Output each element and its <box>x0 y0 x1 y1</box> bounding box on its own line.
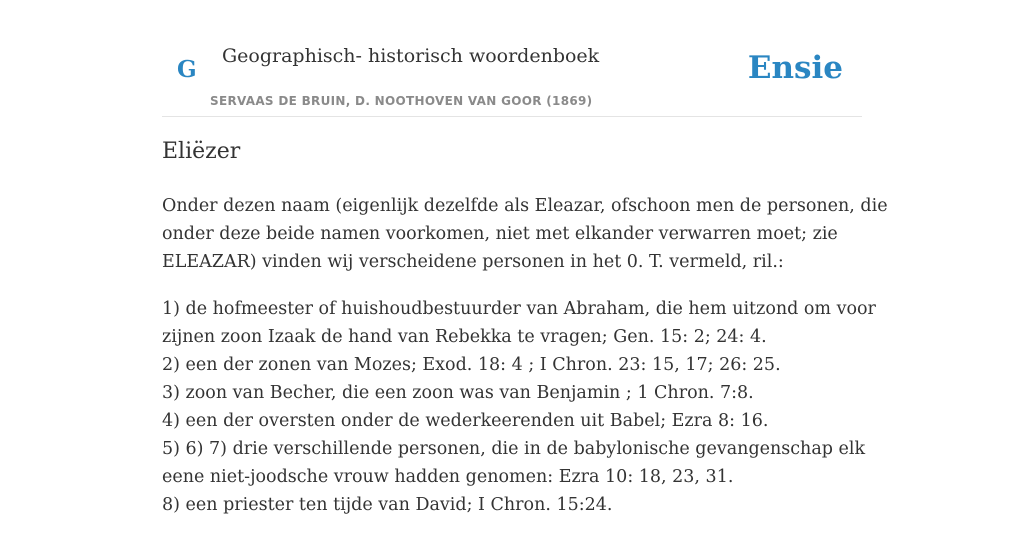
list-line: 1) de hofmeester of huishoudbestuurder van Abraham, die hem uitzond om voor <box>162 299 876 319</box>
dictionary-letter-badge[interactable]: G <box>177 56 197 83</box>
list-line: 8) een priester ten tijde van David; I Chron. 15:24. <box>162 495 613 515</box>
list-line: 5) 6) 7) drie verschillende personen, die in de babylonische gevangenschap elk <box>162 439 866 459</box>
entry-body <box>162 192 888 538</box>
list-line: eene niet-joodsche vrouw hadden genomen: Ezra 10: 18, 23, 31. <box>162 467 734 487</box>
intro-line: onder deze beide namen voorkomen, niet met elkander verwarren moet; zie <box>162 224 838 244</box>
dictionary-title-link[interactable]: Geographisch- historisch woordenboek <box>222 45 600 67</box>
ensie-logo-link[interactable]: Ensie <box>747 50 843 86</box>
list-line: 3) zoon van Becher, die een zoon was van Benjamin ; 1 Chron. 7:8. <box>162 383 754 403</box>
dictionary-authors: SERVAAS DE BRUIN, D. NOOTHOVEN VAN GOOR (1869) <box>210 94 593 108</box>
list-line: 2) een der zonen van Mozes; Exod. 18: 4 ; I Chron. 23: 15, 17; 26: 25. <box>162 355 781 375</box>
entry-intro-paragraph <box>162 192 888 276</box>
entry-title: Eliëzer <box>162 139 241 164</box>
intro-line: Onder dezen naam (eigenlijk dezelfde als Eleazar, ofschoon men de personen, die <box>162 196 888 216</box>
intro-line: ELEAZAR) vinden wij verscheidene personen in het 0. T. vermeld, ril.: <box>162 252 784 272</box>
list-line: zijnen zoon Izaak de hand van Rebekka te vragen; Gen. 15: 2; 24: 4. <box>162 327 767 347</box>
entry-list-paragraph <box>162 295 876 519</box>
page-container <box>162 0 888 515</box>
dictionary-header <box>162 0 862 117</box>
list-line: 4) een der oversten onder de wederkeerenden uit Babel; Ezra 8: 16. <box>162 411 769 431</box>
